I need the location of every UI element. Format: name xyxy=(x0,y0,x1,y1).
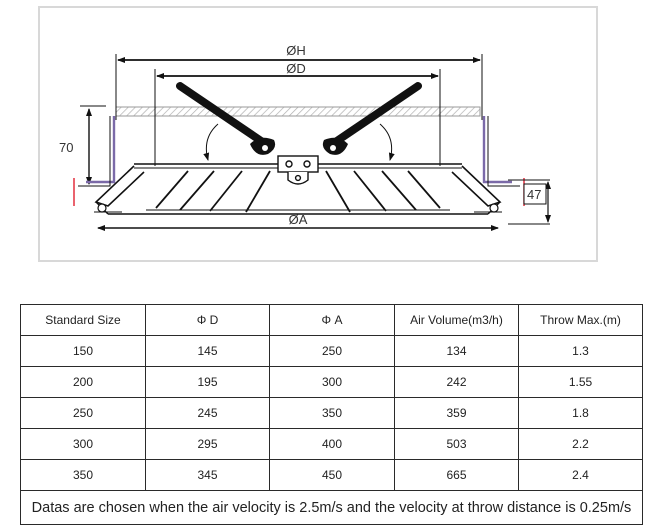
table-row xyxy=(21,460,643,491)
cell-phi-d: 345 xyxy=(146,460,270,491)
table-row xyxy=(21,429,643,460)
center-mechanism xyxy=(278,156,318,184)
table-row xyxy=(21,367,643,398)
cell-phi-a: 350 xyxy=(270,398,395,429)
cell-size: 300 xyxy=(21,429,146,460)
dim-70-label: 70 xyxy=(59,140,74,155)
cell-phi-a: 450 xyxy=(270,460,395,491)
header-standard-size: Standard Size xyxy=(21,305,146,336)
cell-size: 350 xyxy=(21,460,146,491)
table-note-row xyxy=(21,491,643,525)
right-rotation-arc xyxy=(380,124,392,160)
cell-air-volume: 359 xyxy=(395,398,519,429)
left-rotation-arc xyxy=(206,124,218,160)
cell-air-volume: 242 xyxy=(395,367,519,398)
cell-throw: 1.3 xyxy=(519,336,643,367)
cell-size: 200 xyxy=(21,367,146,398)
cell-throw: 2.2 xyxy=(519,429,643,460)
cell-phi-a: 250 xyxy=(270,336,395,367)
cell-phi-d: 195 xyxy=(146,367,270,398)
table-header-row xyxy=(21,305,643,336)
cell-phi-a: 300 xyxy=(270,367,395,398)
cell-phi-d: 145 xyxy=(146,336,270,367)
cell-air-volume: 665 xyxy=(395,460,519,491)
header-phi-a: Φ A xyxy=(270,305,395,336)
table-note: Datas are chosen when the air velocity is 2.5m/s and the velocity at throw distance is 0.25m/s xyxy=(21,491,643,525)
cell-throw: 1.8 xyxy=(519,398,643,429)
header-air-volume: Air Volume(m3/h) xyxy=(395,305,519,336)
header-throw-max: Throw Max.(m) xyxy=(519,305,643,336)
dim-a-label: ØA xyxy=(288,212,308,227)
dim-h-label: ØH xyxy=(286,43,306,58)
cell-phi-d: 245 xyxy=(146,398,270,429)
spec-table xyxy=(20,304,643,525)
table-row xyxy=(21,398,643,429)
cell-air-volume: 503 xyxy=(395,429,519,460)
table-row xyxy=(21,336,643,367)
header-phi-d: Φ D xyxy=(146,305,270,336)
cell-phi-a: 400 xyxy=(270,429,395,460)
cell-throw: 2.4 xyxy=(519,460,643,491)
cell-phi-d: 295 xyxy=(146,429,270,460)
cell-throw: 1.55 xyxy=(519,367,643,398)
cell-size: 250 xyxy=(21,398,146,429)
dim-47-label: 47 xyxy=(527,187,542,202)
dim-d-label: ØD xyxy=(286,61,306,76)
cell-size: 150 xyxy=(21,336,146,367)
diffuser-cross-section-drawing xyxy=(38,6,598,262)
cell-air-volume: 134 xyxy=(395,336,519,367)
ceiling-hatch xyxy=(116,107,480,116)
